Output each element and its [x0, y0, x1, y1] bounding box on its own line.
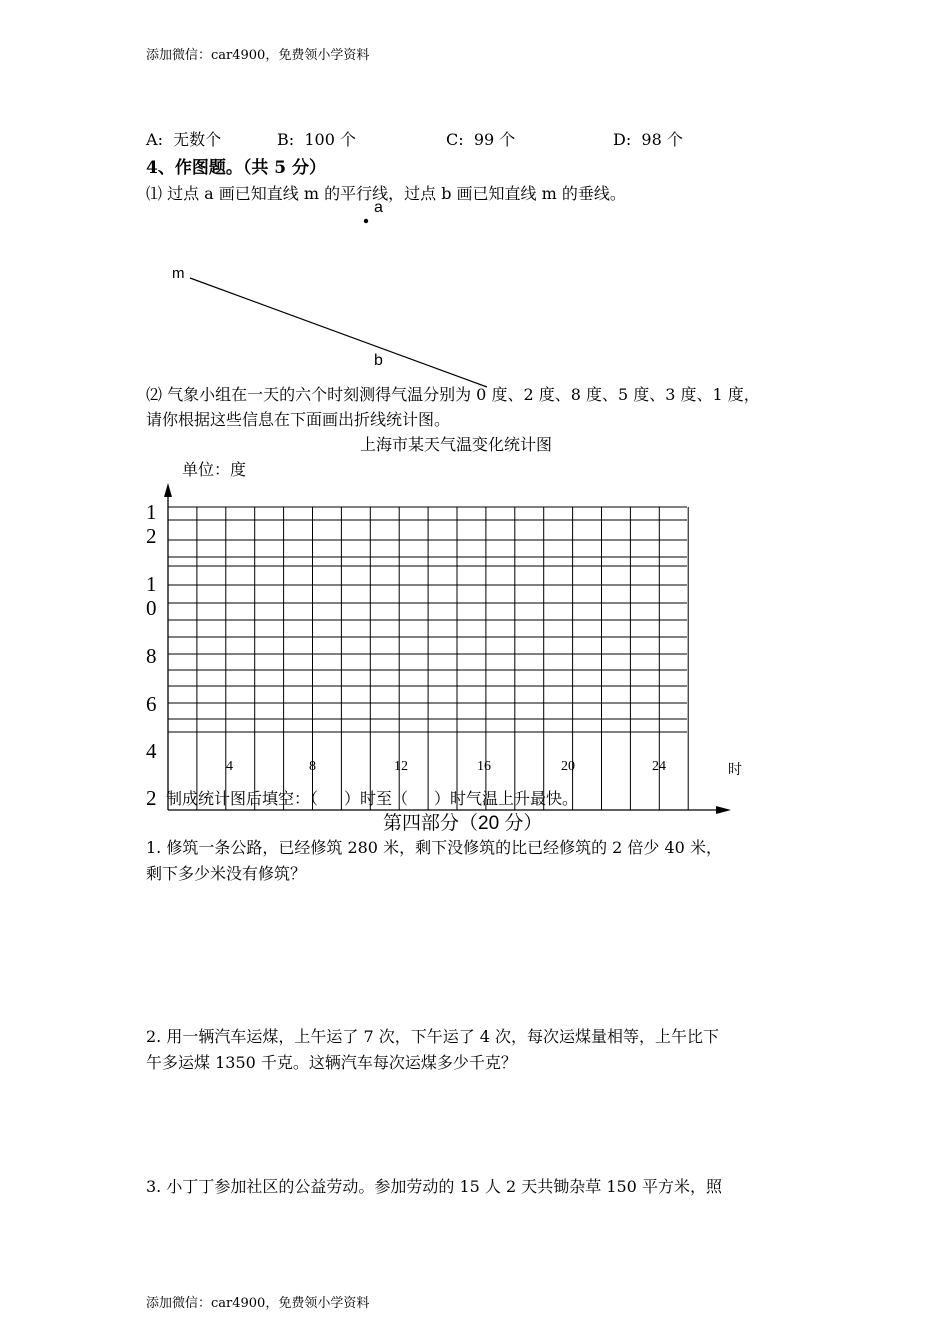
- option-value: 无数个: [173, 130, 222, 149]
- y-tick-label: 6: [146, 692, 157, 716]
- section-4-title: 4、作图题。（共 5 分）: [146, 158, 326, 178]
- y-axis-arrow: [164, 483, 172, 497]
- problem-1-line2: 剩下多少米没有修筑？: [146, 864, 307, 883]
- line-m-label: m: [172, 265, 185, 282]
- option-key: C: [446, 130, 459, 149]
- part-4-title: 第四部分（20 分）: [383, 813, 543, 834]
- question-4-2-line1: ⑵ 气象小组在一天的六个时刻测得气温分别为 0 度、2 度、8 度、5 度、3 度、1 度，: [146, 385, 760, 404]
- x-tick-label: 16: [477, 759, 491, 774]
- y-tick-label: 2: [146, 524, 157, 548]
- option-value: 98 个: [641, 130, 683, 149]
- point-b-label: b: [374, 352, 383, 369]
- problem-2-line2: 午多运煤 1350 千克。这辆汽车每次运煤多少千克？: [146, 1053, 517, 1072]
- x-tick-label: 8: [309, 759, 316, 774]
- question-4-2-line2: 请你根据这些信息在下面画出折线统计图。: [146, 410, 451, 429]
- option-value: 99 个: [473, 130, 516, 149]
- option-d: D: 98 个: [613, 130, 683, 149]
- x-axis-arrow: [716, 806, 731, 814]
- option-a: A: 无数个: [146, 130, 222, 149]
- option-key: D: [613, 130, 626, 149]
- y-tick-label: 1: [146, 500, 157, 524]
- chart-title: 上海市某天气温变化统计图: [360, 435, 553, 454]
- y-tick-label: 0: [146, 596, 157, 620]
- fill-blank-middle: ）时至（: [344, 789, 409, 808]
- x-tick-label: 12: [394, 759, 408, 774]
- x-tick-label: 20: [561, 759, 575, 774]
- y-tick-label: 8: [146, 644, 157, 668]
- y-tick-label: 2: [146, 786, 157, 810]
- point-a-label: a: [374, 199, 383, 216]
- chart-unit-label: 单位：度: [182, 460, 247, 479]
- x-tick-label: 4: [226, 759, 233, 774]
- problem-3-line1: 3. 小丁丁参加社区的公益劳动。参加劳动的 15 人 2 天共锄杂草 150 平方米，照: [146, 1177, 722, 1196]
- option-key: A: [146, 130, 158, 149]
- fill-blank-suffix: ）时气温上升最快。: [434, 789, 579, 808]
- page-header: 添加微信：car4900，免费领小学资料: [146, 48, 370, 63]
- page-footer: 添加微信：car4900，免费领小学资料: [146, 1296, 370, 1311]
- option-key: B: [277, 130, 289, 149]
- question-4-1: ⑴ 过点 a 画已知直线 m 的平行线，过点 b 画已知直线 m 的垂线。: [146, 184, 626, 203]
- fill-blank-prefix: 制成统计图后填空：（: [166, 789, 319, 808]
- x-tick-label: 24: [652, 759, 666, 774]
- y-tick-label: 1: [146, 572, 157, 596]
- option-b: B: 100 个: [277, 130, 356, 149]
- problem-1-line1: 1. 修筑一条公路，已经修筑 280 米，剩下没修筑的比已经修筑的 2 倍少 40 米，: [146, 838, 722, 857]
- x-axis-unit: 时: [728, 762, 742, 778]
- problem-2-line1: 2. 用一辆汽车运煤，上午运了 7 次，下午运了 4 次，每次运煤量相等，上午比下: [146, 1027, 720, 1046]
- y-tick-label: 4: [146, 739, 157, 763]
- option-c: C: 99 个: [446, 130, 516, 149]
- fill-blank-sentence: [166, 786, 578, 809]
- option-value: 100 个: [304, 130, 356, 149]
